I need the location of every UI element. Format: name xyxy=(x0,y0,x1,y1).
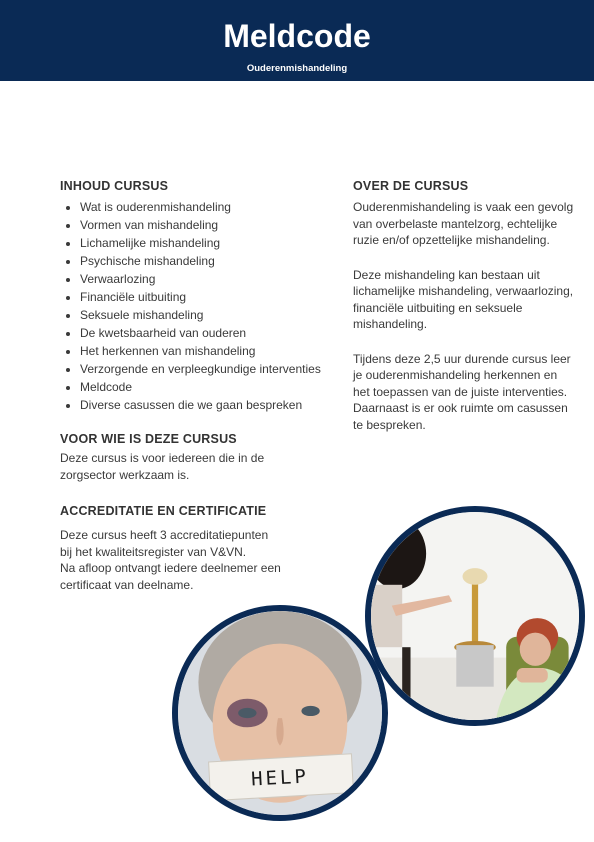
list-item: • Wat is ouderenmishandeling xyxy=(80,198,340,216)
photo-illustration xyxy=(371,512,579,720)
list-item: • Lichamelijke mishandeling xyxy=(80,234,340,252)
voor-wie-text: Deze cursus is voor iedereen die in de zorgsector werkzaam is. xyxy=(60,451,265,482)
over-paragraph-3: Tijdens deze 2,5 uur durende cursus leer je ouderenmishandeling herkennen en het toepassen van de juiste interventies. Daarnaast is er ook ruimte om casussen te bespreken. xyxy=(353,351,571,432)
photo-elderly-woman-help xyxy=(172,605,388,821)
page-header xyxy=(0,0,594,81)
tape-text: HELP xyxy=(250,765,310,791)
over-title: OVER DE CURSUS xyxy=(353,179,469,193)
list-item: • Verwaarlozing xyxy=(80,270,340,288)
accreditatie-title: ACCREDITATIE EN CERTIFICATIE xyxy=(60,504,267,518)
list-item: • Meldcode xyxy=(80,378,340,396)
over-paragraph-2: Deze mishandeling kan bestaan uit lichamelijke mishandeling, verwaarlozing, financiële uitbuiting en seksuele mishandeling. xyxy=(353,267,574,331)
voor-wie-section xyxy=(60,431,340,483)
inhoud-list xyxy=(60,198,340,414)
inhoud-section xyxy=(60,178,340,414)
list-item: • Vormen van mishandeling xyxy=(80,216,340,234)
accreditatie-text: Deze cursus heeft 3 accreditatiepunten bij het kwaliteitsregister van V&VN. Na afloop ontvangt iedere deelnemer een certificaat van deelname. xyxy=(60,528,281,592)
list-item: • Het herkennen van mishandeling xyxy=(80,342,340,360)
page-subtitle: Ouderenmishandeling xyxy=(246,63,348,74)
list-item: • Psychische mishandeling xyxy=(80,252,340,270)
list-item: • Diverse casussen die we gaan bespreken xyxy=(80,396,340,414)
inhoud-title: INHOUD CURSUS xyxy=(60,179,169,193)
photo-caregiver-pointing xyxy=(365,506,585,726)
voor-wie-title: VOOR WIE IS DEZE CURSUS xyxy=(60,432,237,446)
list-item: • Verzorgende en verpleegkundige interventies xyxy=(80,360,340,378)
page-title: Meldcode xyxy=(223,18,371,54)
list-item: • De kwetsbaarheid van ouderen xyxy=(80,324,340,342)
over-paragraph-1: Ouderenmishandeling is vaak een gevolg van overbelaste mantelzorg, echtelijke ruzie en/of opzettelijke mishandeling. xyxy=(353,200,574,247)
list-item: • Financiële uitbuiting xyxy=(80,288,340,306)
over-section xyxy=(353,178,581,433)
list-item: • Seksuele mishandeling xyxy=(80,306,340,324)
accreditatie-section xyxy=(60,503,350,593)
